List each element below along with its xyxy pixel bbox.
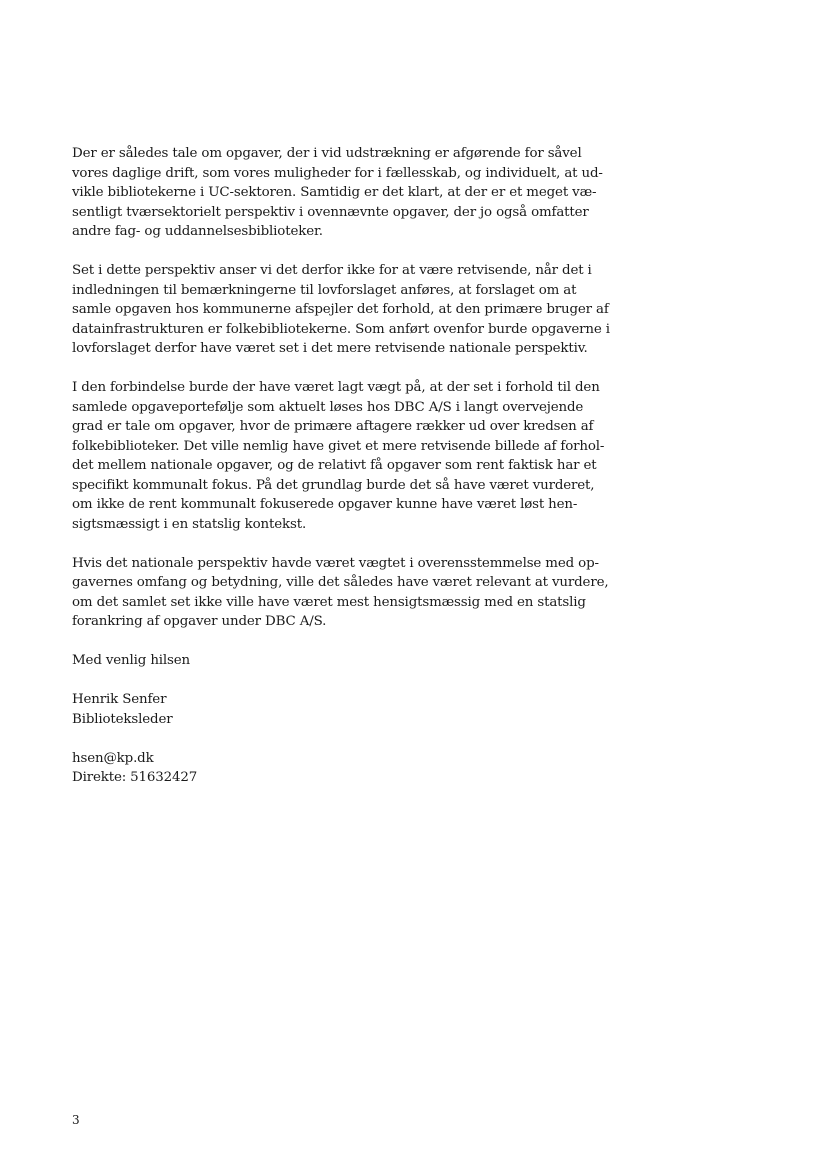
contact-block (72, 749, 572, 788)
text-line: om det samlet set ikke ville have været mest hensigtsmæssig med en statslig (72, 594, 586, 610)
contact-phone: Direkte: 51632427 (72, 770, 198, 785)
signature-name: Henrik Senfer (72, 692, 167, 707)
paragraph-4 (72, 554, 609, 632)
text-line: grad er tale om opgaver, hvor de primære aftagere rækker ud over kredsen af (72, 419, 594, 434)
text-line: andre fag- og uddannelsesbiblioteker. (72, 224, 323, 239)
text-line: Hvis det nationale perspektiv havde været vægtet i overensstemmelse med op- (72, 555, 599, 571)
signature-title: Biblioteksleder (72, 711, 173, 727)
text-line: Der er således tale om opgaver, der i vid udstrækning er afgørende for såvel (72, 146, 582, 161)
letter-body (72, 144, 610, 807)
text-line: folkebiblioteker. Det ville nemlig have givet et mere retvisende billede af forhol- (72, 438, 605, 454)
text-line: lovforslaget derfor have været set i det mere retvisende nationale perspektiv. (72, 341, 588, 356)
text-line: gavernes omfang og betydning, ville det således have været relevant at vurdere, (72, 575, 609, 590)
paragraph-3 (72, 378, 605, 534)
text-line: sigtsmæssigt i en statslig kontekst. (72, 516, 307, 532)
paragraph-2 (72, 261, 610, 359)
text-line: Set i dette perspektiv anser vi det derfor ikke for at være retvisende, når det i (72, 263, 592, 278)
contact-email[interactable]: hsen@kp.dk (72, 750, 154, 766)
text-line: vores daglige drift, som vores muligheder for i fællesskab, og individuelt, at ud- (72, 165, 603, 181)
text-line: det mellem nationale opgaver, og de relativt få opgaver som rent faktisk har et (72, 458, 597, 473)
text-line: specifikt kommunalt fokus. På det grundlag burde det så have været vurderet, (72, 477, 595, 493)
text-line: samlede opgaveportefølje som aktuelt løses hos DBC A/S i langt overvejende (72, 399, 584, 415)
text-line: om ikke de rent kommunalt fokuserede opgaver kunne have været løst hen- (72, 497, 578, 512)
text-line: forankring af opgaver under DBC A/S. (72, 614, 327, 629)
paragraph-1 (72, 144, 603, 242)
signature-block (72, 690, 572, 729)
closing-block (72, 651, 572, 671)
page-number: 3 (72, 1113, 80, 1127)
text-line: sentligt tværsektorielt perspektiv i ovennævnte opgaver, der jo også omfatter (72, 204, 589, 220)
text-line: datainfrastrukturen er folkebibliotekerne. Som anført ovenfor burde opgaverne i (72, 321, 610, 337)
text-line: vikle bibliotekerne i UC-sektoren. Samtidig er det klart, at der er et meget væ- (72, 185, 597, 200)
text-line: indledningen til bemærkningerne til lovforslaget anføres, at forslaget om at (72, 282, 577, 298)
text-line: samle opgaven hos kommunerne afspejler det forhold, at den primære bruger af (72, 302, 609, 317)
closing-salutation: Med venlig hilsen (72, 653, 191, 668)
text-line: I den forbindelse burde der have været lagt vægt på, at der set i forhold til den (72, 380, 600, 395)
